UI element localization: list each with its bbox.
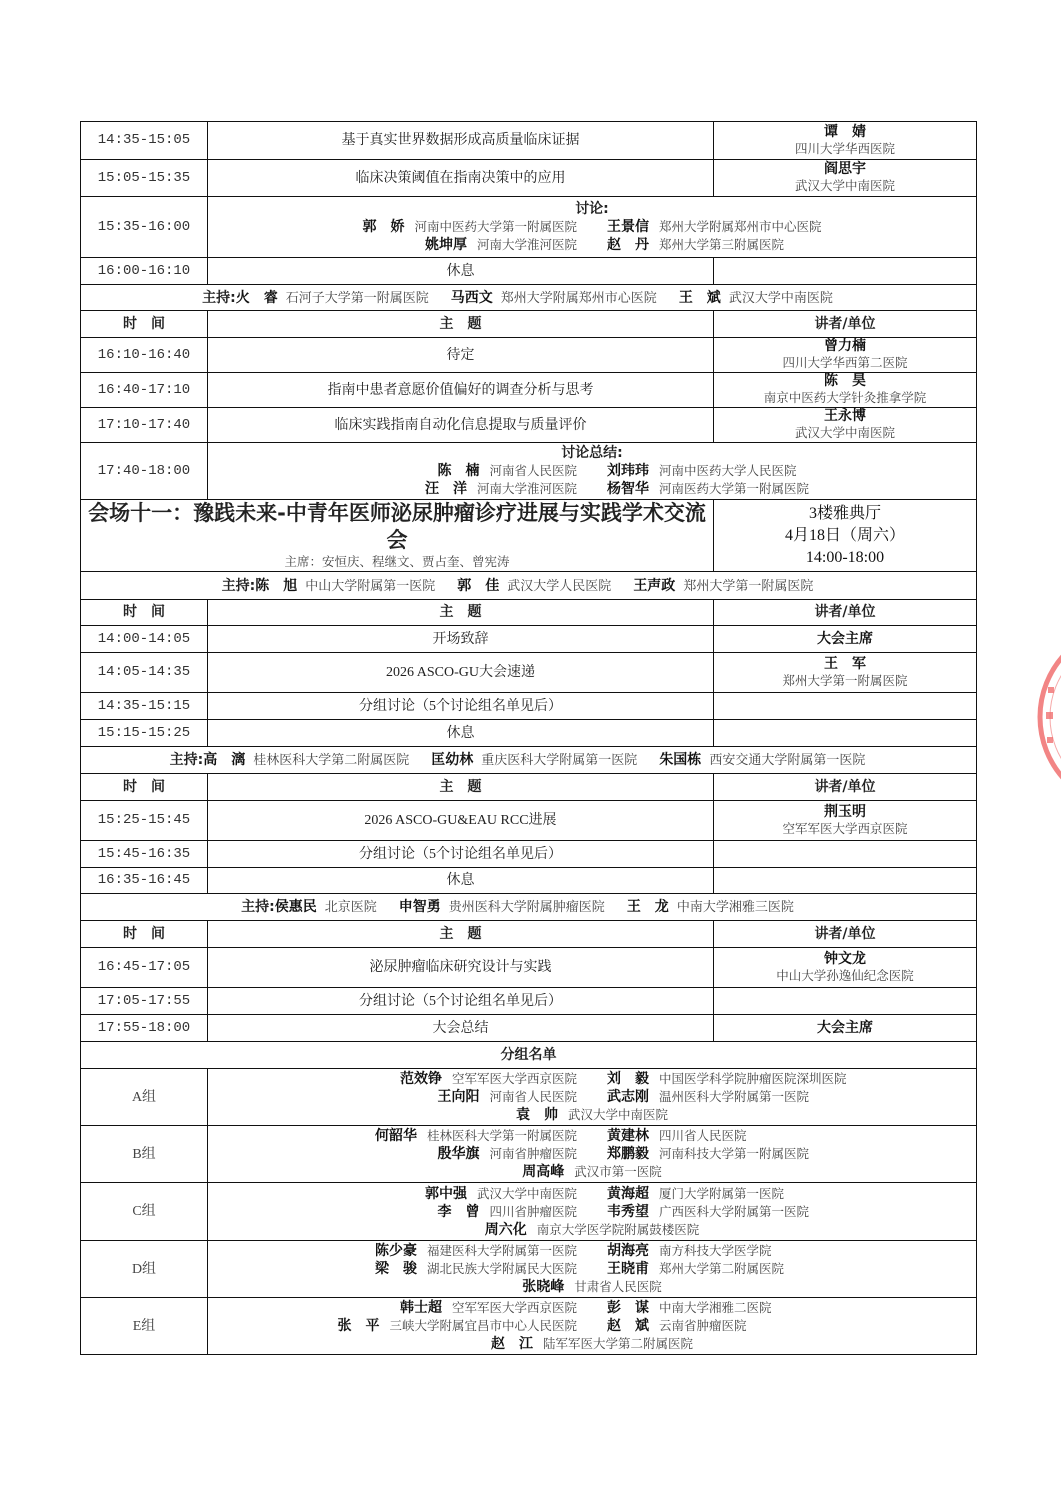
person [607,236,972,254]
session-row [81,500,977,572]
topic-cell: 大会总结 [208,1015,714,1042]
host-unit: 中南大学湘雅三医院 [676,899,794,914]
time-cell: 17:10-17:40 [81,408,208,443]
time-cell: 16:35-16:45 [81,868,208,894]
talk-row [81,653,977,693]
people-grid [212,1127,972,1181]
speaker-name: 王永博 [824,408,866,424]
speaker-cell [714,720,977,747]
time-cell: 16:00-16:10 [81,258,208,285]
speaker-cell [714,258,977,285]
talk-row [81,948,977,988]
person [607,1127,972,1145]
person [212,1335,972,1353]
disc-row [81,443,977,500]
header-speaker: 讲者/单位 [714,774,977,801]
topic-cell: 休息 [208,868,714,894]
time-cell: 15:45-16:35 [81,841,208,868]
speaker-name: 陈 昊 [824,373,866,389]
person-unit: 河南医药大学第一附属医院 [659,481,810,496]
topic-cell: 分组讨论（5个讨论组名单见后） [208,841,714,868]
header-speaker: 讲者/单位 [714,311,977,338]
time-cell: 17:55-18:00 [81,1015,208,1042]
person-name: 周高峰 [522,1164,565,1180]
header-row [81,921,977,948]
person [607,480,972,498]
group-row [81,1126,977,1183]
talk-row [81,160,977,197]
group-label: C组 [81,1183,208,1241]
host-unit: 桂林医科大学第二附属医院 [253,752,410,767]
person-unit: 四川省肿瘤医院 [489,1204,577,1219]
topic-cell: 开场致辞 [208,626,714,653]
person [212,462,577,480]
topic-cell: 临床决策阈值在指南决策中的应用 [208,160,714,197]
person-name: 汪 洋 [424,480,467,497]
person [607,1203,972,1221]
speaker-cell [714,160,977,197]
seal-mark [1048,687,1054,693]
person-unit: 河南中医药大学人民医院 [659,463,797,478]
talk-row [81,868,977,894]
person-unit: 武汉大学中南医院 [567,1108,668,1122]
person-unit: 厦门大学附属第一医院 [659,1186,785,1201]
person-name: 韩士超 [399,1300,442,1316]
person-unit: 郑州大学第二附属医院 [659,1262,785,1276]
group-members [208,1126,977,1183]
person-unit: 南京大学医学院附属鼓楼医院 [536,1222,700,1237]
person-unit: 河南中医药大学第一附属医院 [414,219,577,234]
person-name: 彭 谋 [607,1300,649,1316]
talk-row [81,801,977,841]
speaker-cell [714,948,977,988]
host-name: 申智勇 [398,899,441,915]
venue: 3楼雅典厅 [808,504,881,522]
group-row [81,1241,977,1298]
person-unit: 空军军医大学西京医院 [451,1072,577,1086]
time-cell: 15:15-15:25 [81,720,208,747]
person-unit: 河南大学淮河医院 [476,237,577,252]
talk-row [81,373,977,408]
person [212,1242,577,1260]
talk-row [81,626,977,653]
host-name: 朱国栋 [659,752,702,768]
person-unit: 郑州大学第三附属医院 [659,237,785,252]
time-cell: 15:25-15:45 [81,801,208,841]
host-unit: 郑州大学附属郑州市心医院 [500,289,657,305]
session-title-cell [81,500,714,572]
session-title: 会场十一：豫践未来-中青年医师泌尿肿瘤诊疗进展与实践学术交流会 [88,501,706,552]
talk-row [81,258,977,285]
person-name: 郭中强 [424,1185,467,1202]
date: 4月18日（周六） [784,526,905,544]
person-name: 赵 斌 [607,1318,649,1334]
header-row [81,774,977,801]
speaker-cell [714,841,977,868]
person-name: 王晓甫 [607,1261,649,1277]
speaker-unit: 空军军医大学西京医院 [782,821,908,836]
header-time: 时 间 [81,774,208,801]
speaker-cell [714,1015,977,1042]
group-label: A组 [81,1069,208,1126]
person-name: 殷华旗 [437,1146,480,1162]
person-unit: 武汉大学中南医院 [476,1186,577,1201]
person [607,1260,972,1278]
seal-mark [1047,737,1053,743]
person-name: 刘玮玮 [607,462,649,479]
group-list-heading: 分组名单 [81,1042,977,1069]
person [212,1278,972,1296]
host-name: 王 斌 [678,289,721,306]
time-cell: 14:00-14:05 [81,626,208,653]
topic-cell: 泌尿肿瘤临床研究设计与实践 [208,948,714,988]
host-name: 火 睿 [235,289,278,306]
person-name: 陈 楠 [437,462,480,479]
topic-cell: 2026 ASCO-GU&EAU RCC进展 [208,801,714,841]
speaker-cell [714,988,977,1015]
people-grid [212,1185,972,1239]
person-unit: 桂林医科大学第一附属医院 [426,1129,577,1143]
topic-cell: 分组讨论（5个讨论组名单见后） [208,693,714,720]
header-topic: 主 题 [208,311,714,338]
person-name: 郭 娇 [362,218,405,235]
time-cell: 17:05-17:55 [81,988,208,1015]
person [607,1317,972,1335]
host-row [81,572,977,600]
person [607,218,972,236]
host-label: 主持: [241,899,275,915]
person [212,1127,577,1145]
hours: 14:00-18:00 [805,548,885,566]
person-name: 郑鹏毅 [607,1146,649,1162]
header-topic: 主 题 [208,600,714,626]
speaker-name: 王 军 [824,655,866,672]
host-unit: 郑州大学第一附属医院 [683,577,814,593]
talk-row [81,720,977,747]
person [212,1185,577,1203]
person-name: 陈少豪 [374,1243,417,1259]
speaker-unit: 四川大学华西医院 [794,141,895,156]
speaker-unit: 南京中医药大学针灸推拿学院 [763,391,927,405]
talk-row [81,841,977,868]
schedule-table [80,121,977,1355]
person [607,462,972,480]
person [212,1163,972,1181]
header-time: 时 间 [81,600,208,626]
host-row [81,747,977,774]
discussion-title: 讨论总结: [561,444,623,461]
people-grid [212,1070,972,1124]
person-name: 王向阳 [437,1089,480,1105]
group-row [81,1298,977,1355]
session-venue-cell [714,500,977,572]
person [212,1070,577,1088]
speaker-cell [714,338,977,373]
host-cell [81,747,977,774]
group-label: E组 [81,1298,208,1355]
header-row [81,600,977,626]
seal-mark [1046,712,1053,719]
time-cell: 17:40-18:00 [81,443,208,500]
people-grid [212,1242,972,1296]
schedule-body [81,122,977,1355]
person [212,1088,577,1106]
person-name: 周六化 [484,1221,527,1238]
person-unit: 河南省人民医院 [489,1090,577,1104]
host-name: 郭 佳 [457,577,500,594]
group-row [81,1069,977,1126]
speaker-unit: 中山大学孙逸仙纪念医院 [776,968,914,983]
person-unit: 南方科技大学医学院 [659,1244,772,1258]
host-name: 马西文 [450,289,493,306]
host-name: 王声政 [633,577,676,594]
host-cell [81,285,977,311]
time-cell: 14:35-15:05 [81,122,208,160]
person [212,1221,972,1239]
person-unit: 河南省人民医院 [489,463,577,478]
topic-cell: 休息 [208,258,714,285]
time-cell: 16:10-16:40 [81,338,208,373]
topic-cell: 2026 ASCO-GU大会速递 [208,653,714,693]
speaker-name: 阎思宇 [824,161,866,177]
person [607,1185,972,1203]
host-name: 王 龙 [626,899,669,915]
person-unit: 云南省肿瘤医院 [659,1319,747,1333]
group-row [81,1183,977,1241]
header-speaker: 讲者/单位 [714,921,977,948]
person-unit: 郑州大学附属郑州市中心医院 [659,219,822,234]
person [212,1317,577,1335]
person-name: 刘 毅 [607,1071,649,1087]
person-unit: 中南大学湘雅二医院 [659,1301,772,1315]
person-unit: 湖北民族大学附属民大医院 [426,1262,577,1276]
person [212,1145,577,1163]
group-label: D组 [81,1241,208,1298]
person-name: 王景信 [607,218,649,235]
discussion-title: 讨论: [575,200,609,217]
person-unit: 空军军医大学西京医院 [451,1301,577,1315]
person [212,1299,577,1317]
time-cell: 14:05-14:35 [81,653,208,693]
person-name: 何韶华 [374,1128,417,1144]
topic-cell: 指南中患者意愿价值偏好的调查分析与思考 [208,373,714,408]
person-name: 韦秀望 [607,1203,649,1220]
speaker-name: 大会主席 [817,1019,873,1036]
person-name: 杨智华 [607,480,649,497]
talk-row [81,1015,977,1042]
speaker-cell [714,122,977,160]
host-unit: 中山大学附属第一医院 [305,577,436,593]
person-name: 张 平 [337,1318,380,1334]
full-row [81,1042,977,1069]
speaker-cell [714,373,977,408]
host-name: 匡幼林 [431,752,474,768]
time-cell: 14:35-15:15 [81,693,208,720]
header-time: 时 间 [81,311,208,338]
person [607,1145,972,1163]
person-unit: 四川省人民医院 [659,1129,747,1143]
people-grid [212,218,972,254]
person [607,1242,972,1260]
person-name: 张晓峰 [522,1279,565,1295]
group-members [208,1298,977,1355]
time-cell: 15:05-15:35 [81,160,208,197]
speaker-name: 谭 婧 [824,123,866,140]
speaker-cell [714,653,977,693]
person-unit: 河南大学淮河医院 [476,481,577,496]
topic-cell: 休息 [208,720,714,747]
talk-row [81,693,977,720]
person-name: 武志刚 [607,1089,649,1105]
person-name: 黄海超 [607,1185,649,1202]
person [607,1088,972,1106]
header-topic: 主 题 [208,921,714,948]
session-chairs: 主席：安恒庆、程继文、贾占奎、曾宪涛 [284,555,510,569]
speaker-name: 钟文龙 [824,950,866,967]
host-name: 侯惠民 [274,899,317,915]
person-unit: 甘肃省人民医院 [574,1280,662,1294]
topic-cell: 分组讨论（5个讨论组名单见后） [208,988,714,1015]
speaker-unit: 四川大学华西第二医院 [782,356,908,370]
host-row [81,285,977,311]
time-cell: 16:40-17:10 [81,373,208,408]
host-name: 陈 旭 [255,577,298,594]
time-cell: 15:35-16:00 [81,197,208,258]
group-members [208,1183,977,1241]
group-label: B组 [81,1126,208,1183]
header-speaker: 讲者/单位 [714,600,977,626]
person-name: 赵 丹 [607,236,649,253]
topic-cell: 基于真实世界数据形成高质量临床证据 [208,122,714,160]
person [212,480,577,498]
talk-row [81,408,977,443]
person-name: 李 曾 [437,1203,480,1220]
host-unit: 北京医院 [324,899,377,914]
person-name: 范效铮 [399,1071,442,1087]
person-unit: 福建医科大学附属第一医院 [426,1244,577,1258]
speaker-name: 曾力楠 [824,338,866,354]
person [607,1299,972,1317]
person [212,1106,972,1124]
speaker-name: 荆玉明 [824,803,866,820]
person-unit: 中国医学科学院肿瘤医院深圳医院 [659,1072,847,1086]
speaker-cell [714,801,977,841]
person [212,1203,577,1221]
person [607,1070,972,1088]
talk-row [81,122,977,160]
person-name: 赵 江 [490,1336,533,1352]
group-members [208,1241,977,1298]
topic-cell: 待定 [208,338,714,373]
discussion-cell [208,443,977,500]
person-name: 姚坤厚 [424,236,467,253]
person [212,236,577,254]
host-cell [81,894,977,921]
host-row [81,894,977,921]
time-cell: 16:45-17:05 [81,948,208,988]
host-label: 主持: [202,289,236,306]
group-members [208,1069,977,1126]
people-grid [212,462,972,498]
speaker-cell [714,868,977,894]
host-unit: 贵州医科大学附属肿瘤医院 [448,899,605,914]
speaker-unit: 武汉大学中南医院 [794,426,895,440]
people-grid [212,1299,972,1353]
person-unit: 三峡大学附属宜昌市中心人民医院 [389,1319,577,1333]
host-unit: 武汉大学人民医院 [507,577,612,593]
official-seal-stamp [1032,617,1061,817]
speaker-name: 大会主席 [817,630,873,647]
host-name: 高 漓 [203,752,246,768]
person-unit: 广西医科大学附属第一医院 [659,1204,810,1219]
speaker-unit: 郑州大学第一附属医院 [782,673,908,688]
speaker-cell [714,626,977,653]
speaker-unit: 武汉大学中南医院 [794,179,895,193]
person-name: 梁 骏 [374,1261,417,1277]
host-unit: 重庆医科大学附属第一医院 [481,752,638,767]
person-unit: 温州医科大学附属第一医院 [659,1090,810,1104]
talk-row [81,988,977,1015]
header-time: 时 间 [81,921,208,948]
host-cell [81,572,977,600]
host-label: 主持: [221,577,256,594]
person-name: 黄建林 [607,1128,649,1144]
disc-row [81,197,977,258]
person-unit: 河南科技大学第一附属医院 [659,1147,810,1161]
person-unit: 武汉市第一医院 [574,1165,662,1179]
header-row [81,311,977,338]
topic-cell: 临床实践指南自动化信息提取与质量评价 [208,408,714,443]
person-name: 胡海亮 [607,1243,649,1259]
person [212,1260,577,1278]
person-name: 袁 帅 [515,1107,558,1123]
person-unit: 河南省肿瘤医院 [489,1147,577,1161]
talk-row [81,338,977,373]
speaker-cell [714,693,977,720]
host-unit: 石河子大学第一附属医院 [285,289,429,305]
host-unit: 西安交通大学附属第一医院 [709,752,866,767]
host-label: 主持: [169,752,204,768]
host-unit: 武汉大学中南医院 [728,289,833,305]
person [212,218,577,236]
speaker-cell [714,408,977,443]
person-unit: 陆军军医大学第二附属医院 [542,1337,693,1351]
header-topic: 主 题 [208,774,714,801]
discussion-cell [208,197,977,258]
